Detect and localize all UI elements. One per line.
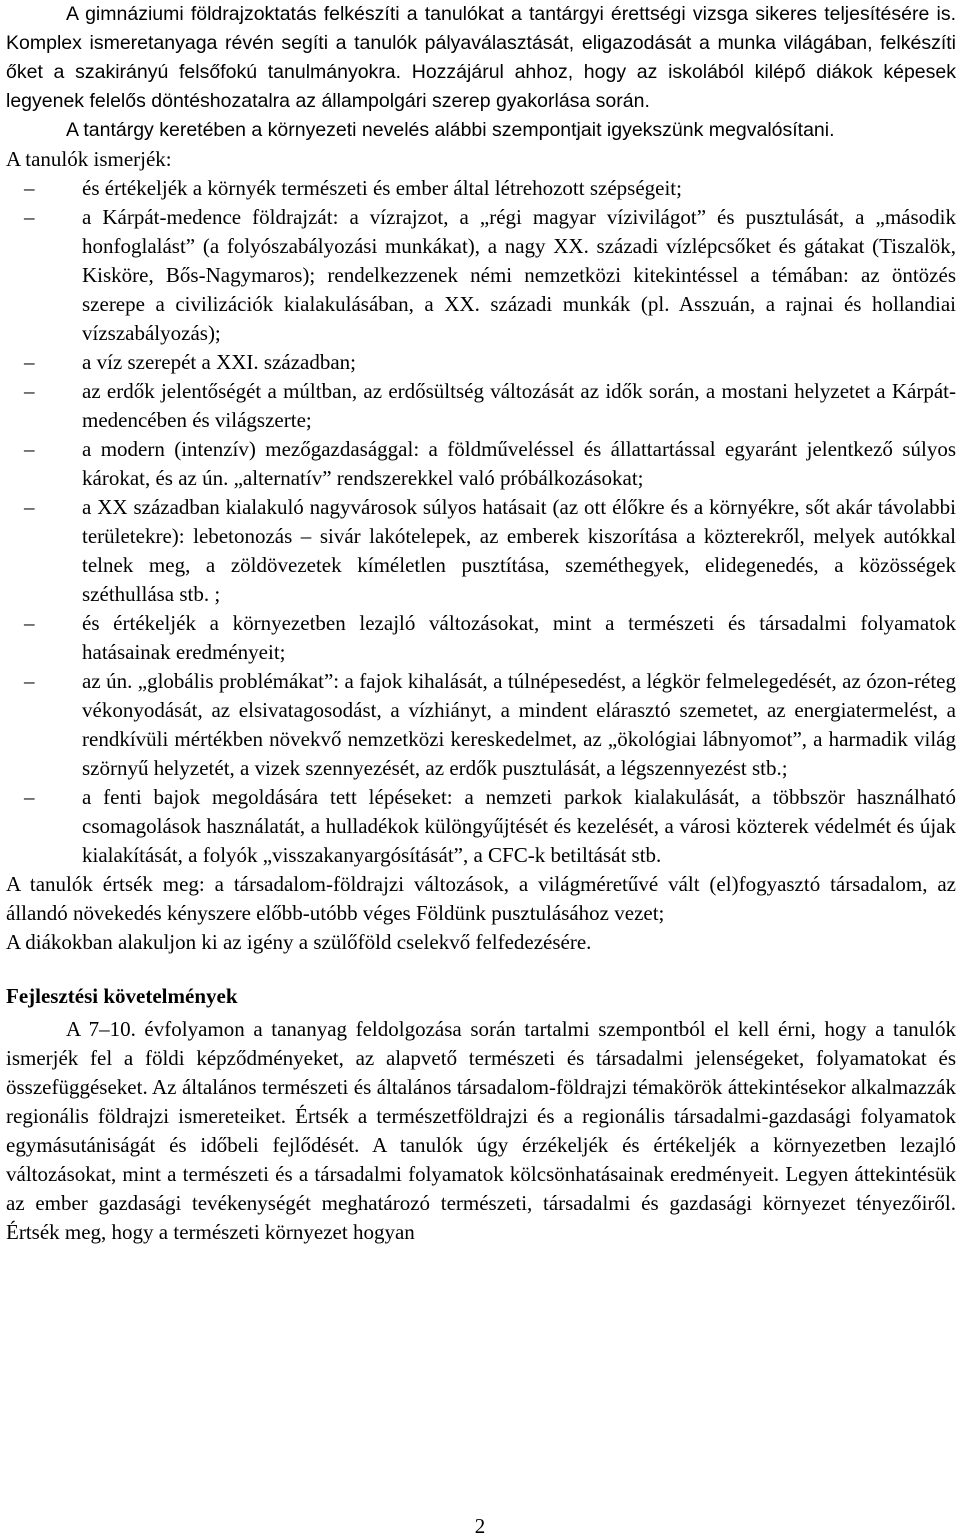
list-item-text: az ún. „globális problémákat”: a fajok kihalását, a túlnépesedést, a légkör felmelegedését, az ózon-réteg vékonyodását, az elsivatagosodást, a vízhiányt, a mindent elárasztó szemetet, az energiatermelést, a rendkívüli mértékben növekvő nemzetközi kereskedelmet, az „ökológiai lábnyomot”, a harmadik világ szörnyű helyzetét, a vizek szennyezését, az erdők pusztulását, a légszennyezést stb.; xyxy=(82,669,956,780)
list-item-text: a fenti bajok megoldására tett lépéseket: a nemzeti parkok kialakulását, a többször használható csomagolások használatát, a hulladékok különgyűjtését és kezelését, a városi közterek védelmét és újak kialakítását, a folyók „visszakanyargósítását”, a CFC-k betiltását stb. xyxy=(82,785,956,867)
list-item-text: az erdők jelentőségét a múltban, az erdősültség változását az idők során, a mostani helyzetet a Kárpát-medencében és világszerte; xyxy=(82,379,956,432)
requirements-paragraph: A 7–10. évfolyamon a tananyag feldolgozása során tartalmi szempontból el kell érni, hogy a tanulók ismerjék fel a földi képződményeket, az alapvető természeti és társadalmi jelenségeket, folyamatokat és összefüggéseket. Az általános természeti és általános társadalom-földrajzi témakörök áttekintésekor alkalmazzák regionális földrajzi ismereteiket. Értsék a természetföldrajzi és a regionális társadalmi-gazdasági folyamatok egymásutániságát és időbeli fejlődését. A tanulók úgy érzékeljék és értékeljék a környezetben lezajló változásokat, mint a természeti és a társadalmi folyamatok kölcsönhatásainak eredményeit. Legyen áttekintésük az ember gazdasági tevékenységét meghatározó természeti, társadalmi és gazdasági környezet tényezőiről. Értsék meg, hogy a természeti környezet hogyan xyxy=(6,1017,956,1244)
dash-marker: – xyxy=(24,176,35,200)
page-number: 2 xyxy=(474,1514,486,1538)
list-item xyxy=(6,783,956,870)
section-heading: Fejlesztési követelmények xyxy=(6,984,238,1008)
list-item xyxy=(6,435,956,493)
knowledge-list xyxy=(6,174,956,870)
environment-education-paragraph: A tantárgy keretében a környezeti nevelés alábbi szempontjait igyekszünk megvalósítani. xyxy=(66,119,835,141)
dash-marker: – xyxy=(24,437,35,461)
list-item-text: és értékeljék a környék természeti és ember által létrehozott szépségeit; xyxy=(82,176,682,200)
understanding-paragraph: A tanulók értsék meg: a társadalom-földrajzi változások, a világméretűvé vált (el)fogyasztó társadalom, az állandó növekedés kényszere előbb-utóbb véges Földünk pusztulásához vezet; xyxy=(6,872,956,925)
list-lead-in: A tanulók ismerjék: xyxy=(6,147,172,171)
dash-marker: – xyxy=(24,379,35,403)
list-item xyxy=(6,348,956,377)
list-item xyxy=(6,377,956,435)
dash-marker: – xyxy=(24,785,35,809)
list-item-text: a víz szerepét a XXI. században; xyxy=(82,350,357,374)
dash-marker: – xyxy=(24,495,35,519)
discovery-paragraph: A diákokban alakuljon ki az igény a szülőföld cselekvő felfedezésére. xyxy=(6,930,592,954)
list-item xyxy=(6,609,956,667)
list-item xyxy=(6,493,956,609)
section-gap xyxy=(6,957,956,982)
dash-marker: – xyxy=(24,350,35,374)
list-item xyxy=(6,667,956,783)
list-item-text: a XX században kialakuló nagyvárosok súlyos hatásait (az ott élőkre és a környékre, sőt akár távolabbi területekre): lebetonozás – sivár lakótelepek, az emberek kiszorítása a közterekről, melyek autókkal telnek meg, a zöldövezetek kíméletlen pusztítása, szeméthegyek, elidegenedés, a közösségek széthullása stb. ; xyxy=(82,495,956,606)
dash-marker: – xyxy=(24,669,35,693)
intro-paragraph: A gimnáziumi földrajzoktatás felkészíti a tanulókat a tantárgyi érettségi vizsga sikeres teljesítésére is. Komplex ismeretanyaga révén segíti a tanulók pályaválasztását, eligazodását a munka világában, felkészíti őket a szakirányú felsőfokú tanulmányokra. Hozzájárul ahhoz, hogy az iskolából kilépő diákok képesek legyenek felelős döntéshozatalra az állampolgári szerep gyakorlása során. xyxy=(6,3,956,112)
list-item xyxy=(6,203,956,348)
list-item-text: a modern (intenzív) mezőgazdasággal: a földműveléssel és állattartással egyaránt jelentkező súlyos károkat, és az ún. „alternatív” rendszerekkel való próbálkozásokat; xyxy=(82,437,956,490)
dash-marker: – xyxy=(24,205,35,229)
list-item-text: és értékeljék a környezetben lezajló változásokat, mint a természeti és társadalmi folyamatok hatásainak eredményeit; xyxy=(82,611,956,664)
dash-marker: – xyxy=(24,611,35,635)
list-item xyxy=(6,174,956,203)
list-item-text: a Kárpát-medence földrajzát: a vízrajzot, a „régi magyar vízivilágot” és pusztulását, a „második honfoglalást” (a folyószabályozási munkákat), a nagy XX. századi vízlépcsőket és gátakat (Tiszalök, Kisköre, Bős-Nagymaros); rendelkezzenek némi nemzetközi kitekintéssel a témában: az öntözés szerepe a civilizációk kialakulásában, a XX. századi munkák (pl. Asszuán, a rajnai és hollandiai vízszabályozás); xyxy=(82,205,956,345)
document-page xyxy=(6,0,956,1247)
